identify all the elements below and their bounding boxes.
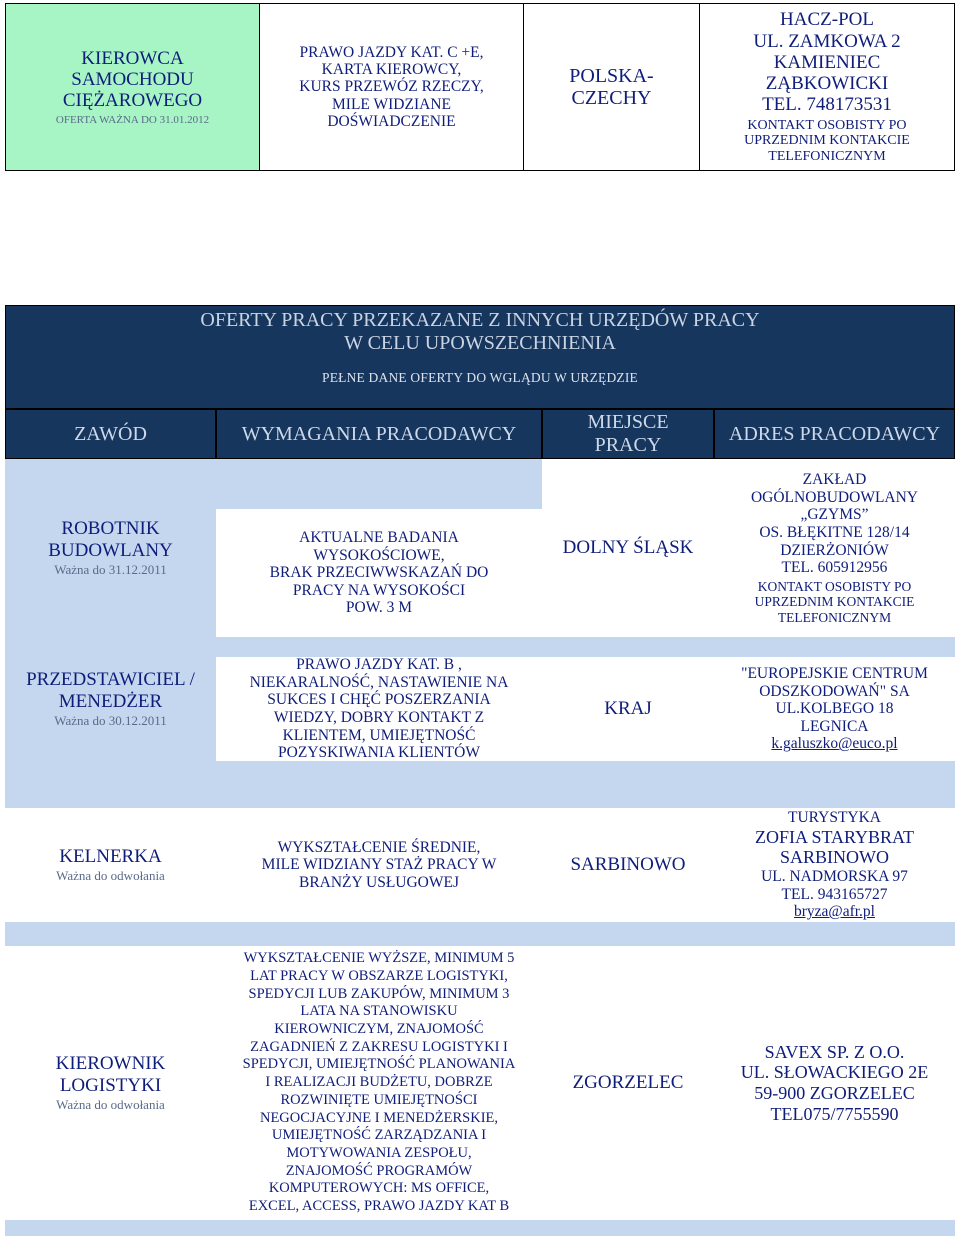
- offer-3-valid: Ważna do odwołania: [56, 868, 165, 884]
- offer-2-job: [5, 637, 216, 761]
- row-spacer: [5, 1220, 955, 1236]
- offer-2-title: PRZEDSTAWICIEL / MENEDŻER: [26, 668, 195, 712]
- top-offer-table: [5, 3, 955, 171]
- header-requirements: WYMAGANIA PRACODAWCY: [216, 409, 542, 459]
- offer-4-valid: Ważna do odwołania: [56, 1097, 165, 1113]
- offer-1-location: DOLNY ŚLĄSK: [542, 459, 714, 637]
- offers-table: [5, 409, 955, 1232]
- offer-2-valid: Ważna do 30.12.2011: [54, 713, 167, 729]
- offer-3-email-link[interactable]: bryza@afr.pl: [794, 903, 875, 921]
- offer-3-job: [5, 808, 216, 922]
- offer-2-email-link[interactable]: k.galuszko@euco.pl: [771, 735, 898, 753]
- offer-1-requirements: AKTUALNE BADANIA WYSOKOŚCIOWE, BRAK PRZECIWWSKAZAŃ DO PRACY NA WYSOKOŚCI POW. 3 M: [216, 509, 542, 637]
- top-offer-requirements: PRAWO JAZDY KAT. C +E, KARTA KIEROWCY, KURS PRZEWÓZ RZECZY, MILE WIDZIANE DOŚWIADCZENIE: [299, 43, 484, 131]
- header-address: ADRES PRACODAWCY: [714, 409, 955, 459]
- offer-2-location: KRAJ: [542, 657, 714, 761]
- top-offer-requirements-cell: [259, 4, 523, 170]
- offer-2-address: "EUROPEJSKIE CENTRUM ODSZKODOWAŃ" SA UL.KOLBEGO 18 LEGNICA k.galuszko@euco.pl: [714, 657, 955, 761]
- offer-3-address: TURYSTYKA ZOFIA STARYBRAT SARBINOWO UL. NADMORSKA 97 TEL. 943165727 bryza@afr.pl: [714, 808, 955, 922]
- offer-4-requirements: WYKSZTAŁCENIE WYŻSZE, MINIMUM 5 LAT PRACY W OBSZARZE LOGISTYKI, SPEDYCJI LUB ZAKUPÓW, MINIMUM 3 LATA NA STANOWISKU KIEROWNICZYM, ZNAJOMOŚĆ ZAGADNIEŃ Z ZAKRESU LOGISTYKI I SPEDYCJI, UMIEJĘTNOŚĆ PLANOWANIA I REALIZACJI BUDŻETU, DOBRZE ROZWINIĘTE UMIEJĘTNOŚCI NEGOCJACYJNE I MENEDŻERSKIE, UMIEJĘTNOŚĆ ZARZĄDZANIA I MOTYWOWANIA ZESPOŁU, ZNAJOMOŚĆ PROGRAMÓW KOMPUTEROWYCH: MS OFFICE, EXCEL, ACCESS, PRAWO JAZDY KAT B: [216, 946, 542, 1220]
- row-spacer: [5, 761, 955, 808]
- offer-4-address: SAVEX SP. Z O.O. UL. SŁOWACKIEGO 2E 59-900 ZGORZELEC TEL075/7755590: [714, 946, 955, 1220]
- header-location: MIEJSCE PRACY: [542, 409, 714, 459]
- row-spacer: [5, 922, 955, 946]
- top-offer-title: KIEROWCA SAMOCHODU CIĘŻAROWEGO: [62, 47, 203, 112]
- top-offer-location-cell: [523, 4, 699, 170]
- offer-3-title: KELNERKA: [59, 845, 162, 867]
- header-job: ZAWÓD: [5, 409, 216, 459]
- top-offer-address-cell: [699, 4, 954, 170]
- top-offer-job-cell: [6, 4, 259, 170]
- section-banner: [5, 305, 955, 409]
- offer-1-title: ROBOTNIK BUDOWLANY: [48, 517, 173, 561]
- offer-3-location: SARBINOWO: [542, 808, 714, 922]
- top-offer-address: HACZ-POL UL. ZAMKOWA 2 KAMIENIEC ZĄBKOWICKI TEL. 748173531: [753, 9, 901, 116]
- offer-4-job: [5, 946, 216, 1220]
- top-offer-location: POLSKA- CZECHY: [569, 64, 654, 109]
- top-offer-valid: OFERTA WAŻNA DO 31.01.2012: [55, 113, 210, 126]
- banner-title: OFERTY PRACY PRZEKAZANE Z INNYCH URZĘDÓW PRACY W CELU UPOWSZECHNIENIA: [200, 309, 760, 354]
- offer-3-requirements: WYKSZTAŁCENIE ŚREDNIE, MILE WIDZIANY STAŻ PRACY W BRANŻY USŁUGOWEJ: [216, 808, 542, 922]
- offer-1-address: ZAKŁAD OGÓLNOBUDOWLANY „GZYMS” OS. BŁĘKITNE 128/14 DZIERŻONIÓW TEL. 605912956 KONTAKT OSOBISTY PO UPRZEDNIM KONTAKCIE TELEFONICZNYM: [714, 459, 955, 637]
- top-offer-contact: KONTAKT OSOBISTY PO UPRZEDNIM KONTAKCIE TELEFONICZNYM: [744, 117, 910, 164]
- offer-1-job: [5, 459, 216, 637]
- offer-4-location: ZGORZELEC: [542, 946, 714, 1220]
- banner-subtitle: PEŁNE DANE OFERTY DO WGLĄDU W URZĘDZIE: [321, 369, 638, 385]
- offer-2-requirements: PRAWO JAZDY KAT. B , NIEKARALNOŚĆ, NASTAWIENIE NA SUKCES I CHĘĆ POSZERZANIA WIEDZY, DOBRY KONTAKT Z KLIENTEM, UMIEJĘTNOŚĆ POZYSKIWANIA KLIENTÓW: [216, 657, 542, 761]
- offer-4-title: KIEROWNIK LOGISTYKI: [55, 1052, 166, 1096]
- offer-1-valid: Ważna do 31.12.2011: [54, 562, 167, 578]
